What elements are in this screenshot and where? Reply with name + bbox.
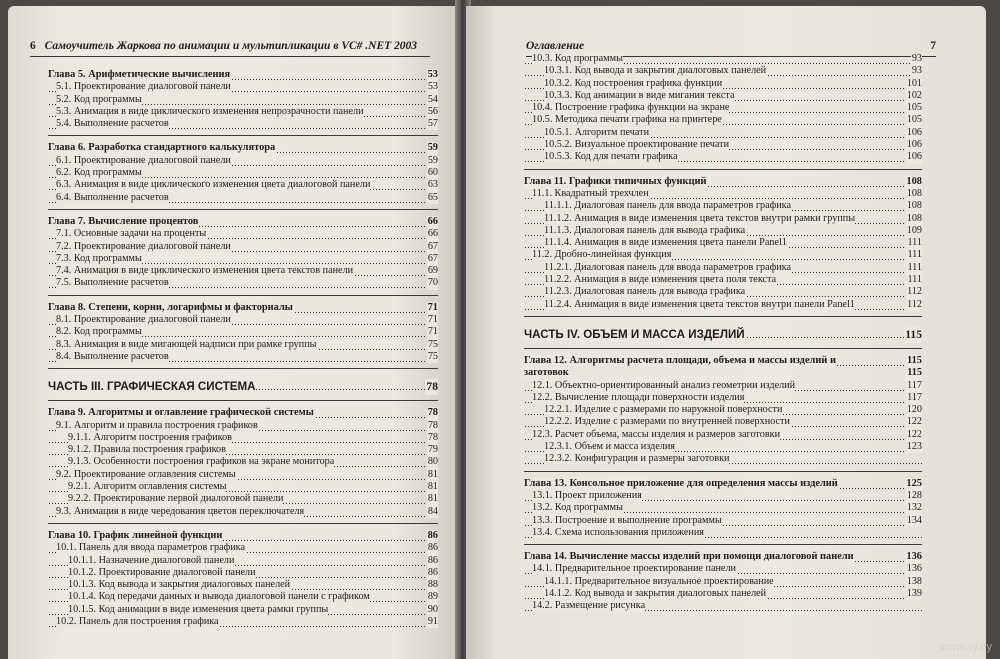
toc-entry-page: 106 xyxy=(906,139,922,151)
toc-separator xyxy=(524,316,922,317)
toc-entry-l1 xyxy=(524,502,922,514)
toc-entry-title: 12.3.2. Конфигурация и размеры заготовки xyxy=(544,453,730,465)
toc-entry-chapter xyxy=(48,407,438,419)
toc-entry-title: 10.3. Код программы xyxy=(532,53,623,64)
toc-entry-l2 xyxy=(48,579,438,591)
toc-entry-page: 53 xyxy=(427,69,438,80)
toc-entry-l1 xyxy=(48,351,438,363)
toc-entry-l1 xyxy=(48,277,438,289)
toc-entry-title: 12.3. Расчет объема, массы изделия и размеров заготовки xyxy=(532,428,781,440)
toc-entry-page: 71 xyxy=(427,326,438,338)
toc-entry-title: 9.1.2. Правила построения графиков xyxy=(68,444,226,456)
toc-entry-title: 10.2. Панель для построения графика xyxy=(56,615,219,627)
toc-entry-l2 xyxy=(48,456,438,468)
toc-entry-title: 9.1.3. Особенности построения графиков на экране монитора xyxy=(68,456,335,468)
toc-entry-page: 111 xyxy=(907,249,922,261)
toc-entry-page: 81 xyxy=(427,493,438,505)
toc-entry-l2 xyxy=(524,78,922,90)
right-toc xyxy=(524,53,922,613)
toc-entry-l1 xyxy=(48,326,438,338)
toc-entry-title: 11.1.4. Анимация в виде изменения цвета панели Panel1 xyxy=(544,237,787,249)
toc-entry-l1 xyxy=(48,179,438,191)
toc-entry-title: 10.1.4. Код передачи данных и вывода диалоговой панели с графиком xyxy=(68,591,370,603)
toc-entry-chapter xyxy=(48,216,438,228)
toc-entry-page: 88 xyxy=(427,579,438,591)
toc-entry-l2 xyxy=(524,416,922,428)
toc-entry-l1 xyxy=(48,314,438,326)
toc-entry-l2 xyxy=(524,576,922,588)
left-running-header xyxy=(30,40,430,57)
toc-entry-title: 10.1.1. Назначение диалоговой панели xyxy=(68,554,235,566)
toc-entry-page: 70 xyxy=(427,277,438,289)
toc-entry-page: 136 xyxy=(906,563,922,575)
toc-entry-title: 12.2.2. Изделие с размерами по внутренней поверхности xyxy=(544,416,790,428)
toc-entry-page: 69 xyxy=(427,265,438,277)
toc-entry-chapter xyxy=(48,142,438,154)
toc-separator xyxy=(48,368,438,369)
toc-entry-title: Глава 9. Алгоритмы и оглавление графической системы xyxy=(48,407,314,419)
toc-entry-chapter xyxy=(48,302,438,314)
toc-entry-page: 108 xyxy=(906,187,922,199)
toc-entry-page: 81 xyxy=(427,468,438,480)
toc-entry-title: Глава 12. Алгоритмы расчета площади, объема и массы изделий и xyxy=(524,354,836,366)
toc-entry-title: Глава 8. Степени, корни, логарифмы и факториалы xyxy=(48,301,293,313)
toc-entry-l1 xyxy=(48,265,438,277)
toc-entry-title: Глава 14. Вычисление массы изделий при помощи диалоговой панели xyxy=(524,551,854,563)
toc-entry-title: 11.2.2. Анимация в виде изменения цвета поля текста xyxy=(544,274,777,286)
toc-entry-title: 14.1. Предварительное проектирование панели xyxy=(532,563,736,575)
toc-entry-title: 14.1.2. Код вывода и закрытия диалоговых панелей xyxy=(544,587,767,599)
toc-entry-page: 106 xyxy=(906,151,922,163)
right-page-number: 7 xyxy=(930,40,936,52)
toc-entry-page: 84 xyxy=(427,505,438,517)
toc-entry-l2 xyxy=(524,213,922,225)
toc-entry-page: 80 xyxy=(427,456,438,468)
toc-entry-title: 11.2.3. Диалоговая панель для вывода графика xyxy=(544,286,746,298)
toc-entry-page: 63 xyxy=(427,179,438,191)
toc-entry-page: 71 xyxy=(427,301,438,313)
toc-entry-title: 11.1.3. Диалоговая панель для вывода графика xyxy=(544,224,746,236)
toc-entry-l1 xyxy=(48,469,438,481)
toc-entry-l2 xyxy=(524,441,922,453)
toc-entry-title: 10.5.2. Визуальное проектирование печати xyxy=(544,139,730,151)
toc-entry-title: 11.1.2. Анимация в виде изменения цвета текстов внутри рамки группы xyxy=(544,212,856,224)
toc-entry-page: 115 xyxy=(907,367,922,379)
toc-entry-title: 5.1. Проектирование диалоговой панели xyxy=(56,81,231,93)
toc-entry-chapter xyxy=(524,478,922,490)
toc-entry-title: 10.1.5. Код анимации в виде изменения цвета рамки группы xyxy=(68,603,329,615)
right-page xyxy=(466,6,986,659)
toc-entry-page: 67 xyxy=(427,240,438,252)
toc-entry-page: 67 xyxy=(427,252,438,264)
toc-entry-page: 109 xyxy=(906,224,922,236)
toc-entry-title: 12.2. Вычисление площади поверхности изделия xyxy=(532,391,745,403)
toc-entry-page: 105 xyxy=(906,114,922,126)
toc-entry-l1 xyxy=(524,188,922,200)
toc-entry-page: 128 xyxy=(906,489,922,501)
toc-entry-page: 86 xyxy=(427,554,438,566)
toc-entry-page: 139 xyxy=(906,587,922,599)
toc-entry-l2 xyxy=(524,404,922,416)
toc-entry-title: заготовок xyxy=(524,367,569,379)
toc-entry-title: 9.1. Алгоритм и правила построения графиков xyxy=(56,419,258,431)
toc-entry-title: 10.3.3. Код анимации в виде мигания текста xyxy=(544,89,735,101)
toc-entry-page: 111 xyxy=(907,274,922,286)
toc-entry-title: Глава 5. Арифметические вычисления xyxy=(48,69,231,80)
toc-entry-page: 93 xyxy=(911,53,922,64)
toc-entry-chapter xyxy=(48,69,438,81)
toc-entry-l2 xyxy=(48,432,438,444)
toc-entry-page: 132 xyxy=(906,502,922,514)
toc-entry-page: 66 xyxy=(427,228,438,240)
toc-entry-title: Глава 7. Вычисление процентов xyxy=(48,215,199,227)
toc-entry-l2 xyxy=(524,225,922,237)
toc-entry-l2 xyxy=(48,481,438,493)
toc-entry-title: 12.2.1. Изделие с размерами по наружной поверхности xyxy=(544,404,783,416)
toc-entry-title: 10.5.3. Код для печати графика xyxy=(544,151,678,163)
toc-entry-l1 xyxy=(48,94,438,106)
toc-entry-page: 108 xyxy=(906,212,922,224)
toc-entry-title: 9.2.2. Проектирование первой диалоговой панели xyxy=(68,493,284,505)
toc-entry-title: 13.2. Код программы xyxy=(532,502,623,514)
toc-entry-l1 xyxy=(524,429,922,441)
toc-entry-title: 6.4. Выполнение расчетов xyxy=(56,191,169,203)
toc-entry-page: 117 xyxy=(907,379,922,391)
toc-entry-page: 53 xyxy=(427,81,438,93)
toc-entry-page: 59 xyxy=(427,154,438,166)
left-toc xyxy=(48,63,438,628)
toc-entry-page: 79 xyxy=(427,444,438,456)
toc-entry-l1 xyxy=(524,515,922,527)
toc-entry-title: 5.4. Выполнение расчетов xyxy=(56,118,169,130)
toc-entry-page: 138 xyxy=(906,575,922,587)
toc-entry-page: 86 xyxy=(427,566,438,578)
toc-entry-title: ЧАСТЬ IV. ОБЪЕМ И МАССА ИЗДЕЛИЙ xyxy=(524,327,745,341)
toc-entry-title: 9.2.1. Алгоритм оглавления системы xyxy=(68,481,227,493)
toc-entry-l1 xyxy=(48,420,438,432)
toc-entry-l2 xyxy=(524,262,922,274)
toc-entry-page: 112 xyxy=(907,286,922,298)
toc-entry-title: 11.1.1. Диалоговая панель для ввода параметров графика xyxy=(544,200,791,212)
toc-entry-l1 xyxy=(48,228,438,240)
toc-entry-page: 56 xyxy=(427,105,438,117)
toc-entry-l1 xyxy=(524,102,922,114)
toc-separator xyxy=(48,209,438,210)
toc-entry-l2 xyxy=(524,299,922,311)
toc-entry-l1 xyxy=(48,167,438,179)
toc-entry-page: 106 xyxy=(906,126,922,138)
toc-entry-l1 xyxy=(524,53,922,65)
toc-entry-page: 111 xyxy=(907,261,922,273)
toc-entry-title: 8.1. Проектирование диалоговой панели xyxy=(56,314,231,326)
toc-entry-page: 78 xyxy=(426,380,438,394)
toc-entry-l2 xyxy=(524,588,922,600)
toc-entry-l1 xyxy=(524,392,922,404)
toc-entry-title: 7.2. Проектирование диалоговой панели xyxy=(56,240,231,252)
toc-entry-title: 13.4. Схема использования приложения xyxy=(532,526,704,538)
toc-entry-chapter xyxy=(48,530,438,542)
toc-entry-l1 xyxy=(524,563,922,575)
toc-entry-page: 120 xyxy=(906,404,922,416)
toc-entry-l2 xyxy=(48,493,438,505)
toc-entry-page: 78 xyxy=(427,431,438,443)
toc-entry-part xyxy=(524,327,922,343)
toc-entry-title: 7.3. Код программы xyxy=(56,252,142,264)
toc-entry-l2 xyxy=(524,200,922,212)
toc-entry-l2 xyxy=(524,90,922,102)
toc-entry-title: 9.1.1. Алгоритм построения графиков xyxy=(68,431,232,443)
toc-separator xyxy=(524,348,922,349)
toc-entry-page: 75 xyxy=(427,338,438,350)
toc-entry-title: 5.2. Код программы xyxy=(56,93,142,105)
toc-entry-l1 xyxy=(524,114,922,126)
toc-entry-title: Глава 13. Консольное приложение для определения массы изделий xyxy=(524,477,838,489)
right-header-title: Оглавление xyxy=(526,40,585,52)
toc-entry-l1 xyxy=(48,155,438,167)
toc-entry-title: 10.3.2. Код построения графика функции xyxy=(544,77,723,89)
toc-entry-l2 xyxy=(524,151,922,163)
toc-separator xyxy=(48,135,438,136)
toc-entry-title: 10.1. Панель для ввода параметров графика xyxy=(56,542,245,554)
toc-entry-title: Глава 11. Графики типичных функций xyxy=(524,175,707,187)
toc-entry-l2 xyxy=(524,139,922,151)
toc-entry-l2 xyxy=(48,567,438,579)
toc-entry-l1 xyxy=(48,192,438,204)
toc-entry-page: 108 xyxy=(906,175,922,187)
toc-entry-title: 5.3. Анимация в виде циклического изменения непрозрачности панели xyxy=(56,105,364,117)
toc-entry-title: 14.2. Размещение рисунка xyxy=(532,600,646,612)
toc-entry-page: 57 xyxy=(427,118,438,130)
toc-entry-l1 xyxy=(48,253,438,265)
toc-entry-title: 7.5. Выполнение расчетов xyxy=(56,277,169,289)
toc-entry-title: Глава 10. График линейной функции xyxy=(48,529,223,541)
toc-entry-page: 81 xyxy=(427,481,438,493)
toc-entry-l1 xyxy=(48,616,438,628)
toc-entry-title: 14.1.1. Предварительное визуальное проектирование xyxy=(544,575,774,587)
toc-entry-page: 91 xyxy=(427,615,438,627)
toc-separator xyxy=(524,471,922,472)
toc-entry-title: 12.3.1. Объем и масса изделия xyxy=(544,441,675,453)
left-page-number: 6 xyxy=(30,40,36,52)
toc-separator xyxy=(524,544,922,545)
toc-entry-l1 xyxy=(48,106,438,118)
toc-entry-title: 9.2. Проектирование оглавления системы xyxy=(56,468,236,480)
toc-entry-l1 xyxy=(524,600,922,612)
toc-entry-title: 6.2. Код программы xyxy=(56,167,142,179)
toc-entry-page: 105 xyxy=(906,102,922,114)
toc-entry-title: 10.5.1. Алгоритм печати xyxy=(544,126,650,138)
toc-entry-page: 65 xyxy=(427,191,438,203)
toc-entry-page: 75 xyxy=(427,350,438,362)
toc-entry-part xyxy=(48,379,438,395)
toc-entry-page: 117 xyxy=(907,391,922,403)
toc-entry-l1 xyxy=(48,506,438,518)
toc-entry-page: 86 xyxy=(427,542,438,554)
toc-entry-title: 8.4. Выполнение расчетов xyxy=(56,350,169,362)
toc-entry-page: 71 xyxy=(427,314,438,326)
toc-entry-page: 60 xyxy=(427,167,438,179)
toc-entry-title: 6.1. Проектирование диалоговой панели xyxy=(56,154,231,166)
toc-entry-page: 115 xyxy=(906,354,922,366)
toc-entry-page: 66 xyxy=(427,215,438,227)
toc-entry-page: 125 xyxy=(906,477,922,489)
toc-entry-cont xyxy=(524,367,922,379)
toc-entry-page: 102 xyxy=(906,89,922,101)
toc-entry-page: 122 xyxy=(906,428,922,440)
toc-entry-title: 8.3. Анимация в виде мигающей надписи при рамке группы xyxy=(56,338,317,350)
toc-separator xyxy=(48,523,438,524)
toc-entry-l1 xyxy=(48,81,438,93)
toc-entry-l2 xyxy=(48,604,438,616)
left-page xyxy=(8,6,460,659)
toc-entry-page: 111 xyxy=(907,237,922,249)
toc-entry-page: 86 xyxy=(427,529,438,541)
toc-entry-title: 7.4. Анимация в виде циклического изменения цвета текстов панели xyxy=(56,265,354,277)
toc-entry-title: 13.1. Проект приложения xyxy=(532,489,642,501)
toc-entry-title: 10.5. Методика печати графика на принтере xyxy=(532,114,722,126)
toc-entry-l2 xyxy=(524,237,922,249)
toc-separator xyxy=(48,400,438,401)
toc-separator xyxy=(524,169,922,170)
toc-entry-l2 xyxy=(48,555,438,567)
toc-entry-l1 xyxy=(524,249,922,261)
toc-entry-l1 xyxy=(48,118,438,130)
toc-entry-title: 9.3. Анимация в виде чередования цветов переключателя xyxy=(56,505,305,517)
toc-entry-title: 11.2.1. Диалоговая панель для ввода параметров графика xyxy=(544,261,791,273)
toc-entry-l2 xyxy=(524,453,922,465)
toc-entry-page: 93 xyxy=(911,65,922,77)
watermark: www.ay.by xyxy=(940,641,992,653)
toc-entry-page: 123 xyxy=(906,441,922,453)
toc-entry-l2 xyxy=(48,591,438,603)
toc-entry-page: 134 xyxy=(906,514,922,526)
toc-entry-l2 xyxy=(48,444,438,456)
toc-entry-page: 89 xyxy=(427,591,438,603)
toc-entry-title: 12.1. Объектно-ориентированный анализ геометрии изделий xyxy=(532,379,796,391)
toc-entry-title: Глава 6. Разработка стандартного калькулятора xyxy=(48,142,276,154)
toc-entry-title: 7.1. Основные задачи на проценты xyxy=(56,228,207,240)
toc-entry-title: 10.3.1. Код вывода и закрытия диалоговых панелей xyxy=(544,65,767,77)
toc-entry-page: 78 xyxy=(427,419,438,431)
toc-entry-l1 xyxy=(48,339,438,351)
toc-entry-l2 xyxy=(524,286,922,298)
toc-entry-title: 11.2. Дробно-линейная функция xyxy=(532,249,672,261)
toc-entry-page: 115 xyxy=(905,327,922,341)
toc-entry-title: 11.1. Квадратный трехчлен xyxy=(532,187,649,199)
toc-entry-page: 101 xyxy=(906,77,922,89)
toc-entry-l2 xyxy=(524,65,922,77)
toc-entry-title: ЧАСТЬ III. ГРАФИЧЕСКАЯ СИСТЕМА xyxy=(48,380,256,394)
toc-entry-page: 136 xyxy=(906,551,922,563)
toc-entry-l2 xyxy=(524,274,922,286)
toc-entry-l1 xyxy=(48,241,438,253)
toc-entry-title: 8.2. Код программы xyxy=(56,326,142,338)
toc-entry-page: 122 xyxy=(906,416,922,428)
toc-separator xyxy=(48,295,438,296)
toc-entry-chapter xyxy=(524,551,922,563)
toc-entry-l2 xyxy=(524,127,922,139)
toc-entry-page: 108 xyxy=(906,200,922,212)
toc-entry-chapter xyxy=(524,355,922,367)
toc-entry-title: 10.4. Построение графика функции на экране xyxy=(532,102,730,114)
toc-entry-page: 54 xyxy=(427,93,438,105)
toc-entry-title: 13.3. Построение и выполнение программы xyxy=(532,514,722,526)
toc-entry-page: 59 xyxy=(427,142,438,154)
toc-entry-title: 11.2.4. Анимация в виде изменения цвета текстов внутри панели Panel1 xyxy=(544,298,855,310)
toc-entry-page: 90 xyxy=(427,603,438,615)
toc-entry-chapter xyxy=(524,176,922,188)
left-header-title: Самоучитель Жаркова по анимации и мультипликации в VC# .NET 2003 xyxy=(44,40,418,52)
toc-entry-l1 xyxy=(48,542,438,554)
toc-entry-title: 6.3. Анимация в виде циклического изменения цвета диалоговой панели xyxy=(56,179,371,191)
toc-entry-page: 78 xyxy=(427,407,438,419)
toc-entry-page: 112 xyxy=(907,298,922,310)
toc-entry-title: 10.1.2. Проектирование диалоговой панели xyxy=(68,566,256,578)
toc-entry-title: 10.1.3. Код вывода и закрытия диалоговых панелей xyxy=(68,579,291,591)
toc-entry-l1 xyxy=(524,490,922,502)
toc-entry-l1 xyxy=(524,380,922,392)
toc-entry-l1 xyxy=(524,527,922,539)
